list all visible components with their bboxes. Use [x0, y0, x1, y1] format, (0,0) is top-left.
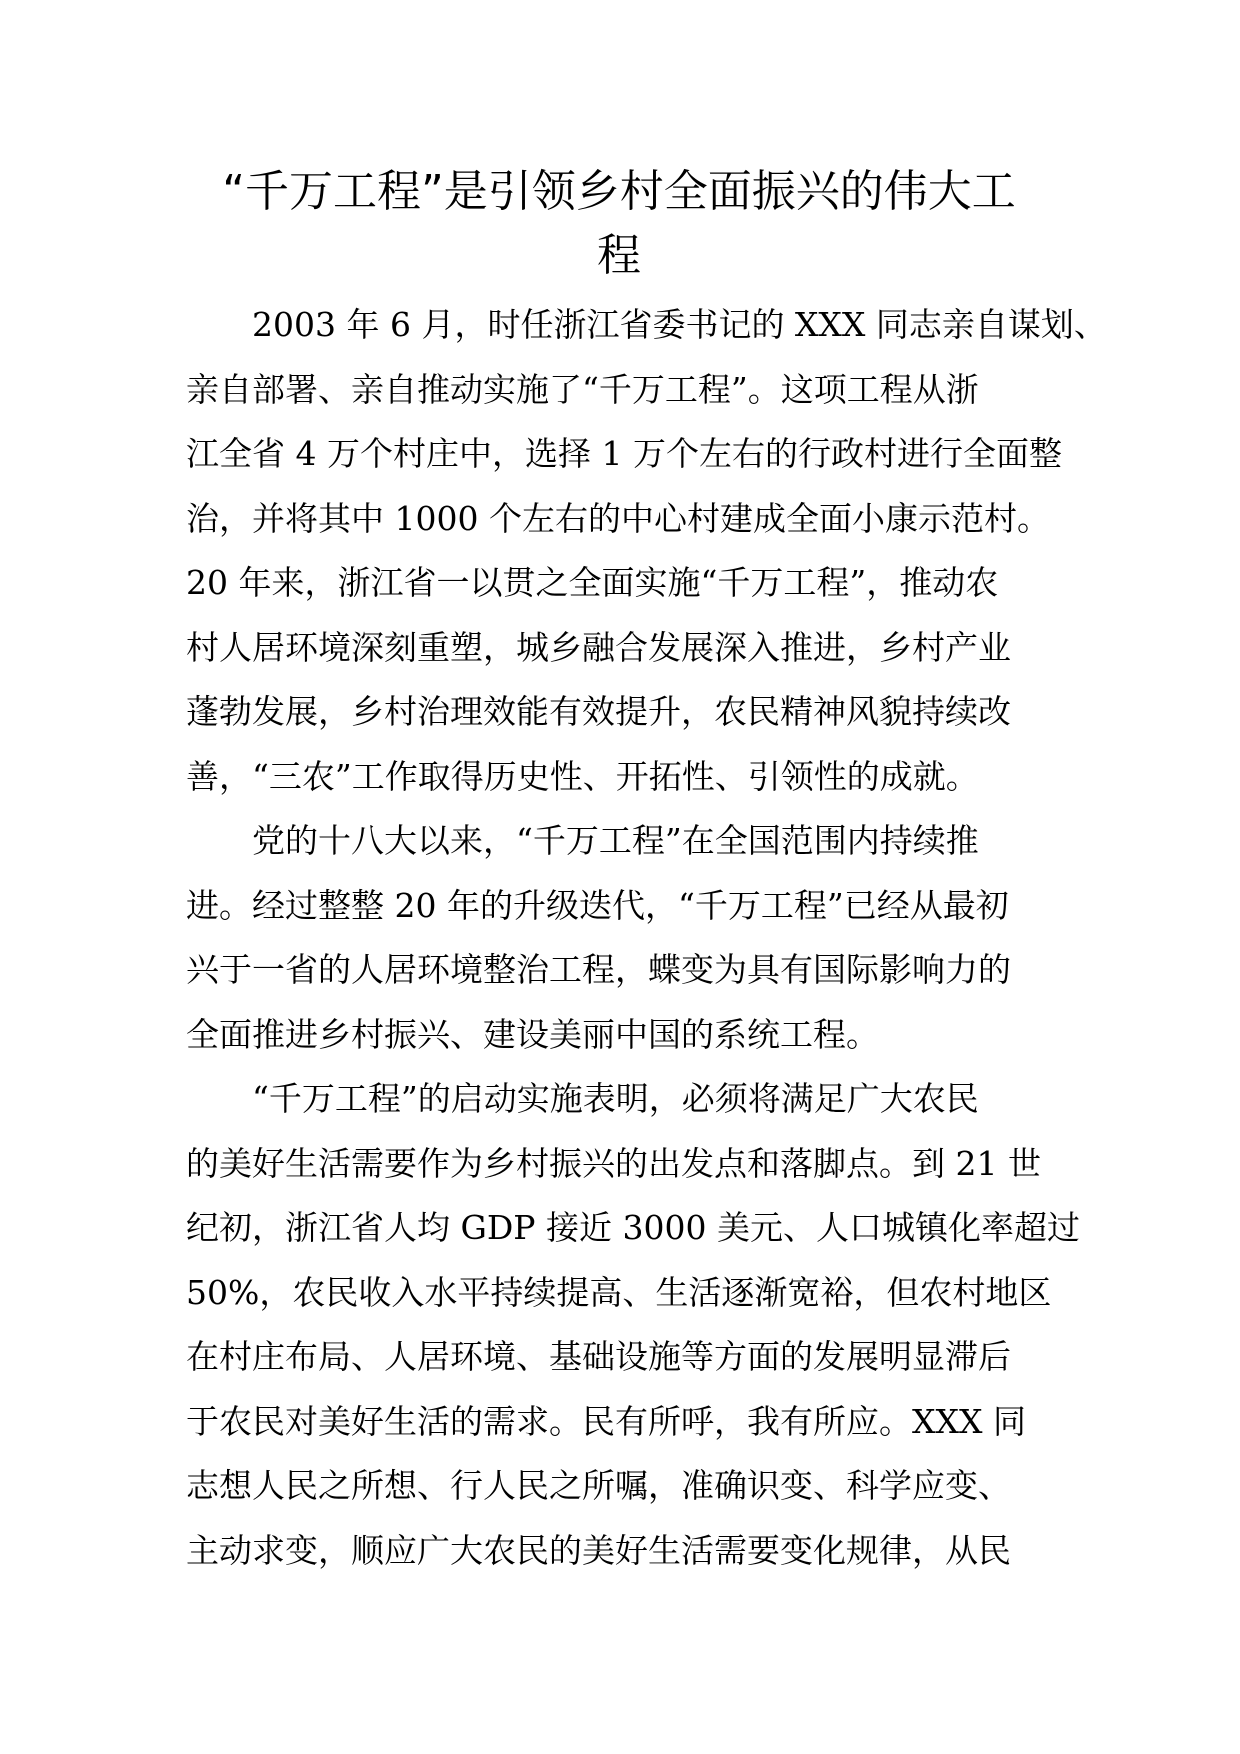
- text-line: “千万工程”的启动实施表明，必须将满足广大农民: [252, 1079, 979, 1118]
- title-line-2: 程: [597, 230, 641, 281]
- text-line: 党的十八大以来，“千万工程”在全国范围内持续推: [252, 821, 979, 860]
- text-line: 纪初，浙江省人均 GDP 接近 3000 美元、人口城镇化率超过: [186, 1208, 1080, 1247]
- text-line: 善，“三农”工作取得历史性、开拓性、引领性的成就。: [186, 756, 979, 796]
- text-line: 50%，农民收入水平持续提高、生活逐渐宽裕，但农村地区: [186, 1272, 1052, 1312]
- text-line: 进。经过整整 20 年的升级迭代，“千万工程”已经从最初: [186, 885, 1009, 925]
- paragraph-1: [186, 293, 1107, 809]
- text-line: 的美好生活需要作为乡村振兴的出发点和落脚点。到 21 世: [186, 1143, 1041, 1183]
- text-line: 志想人民之所想、行人民之所嘱，准确识变、科学应变、: [186, 1466, 1011, 1505]
- document-title: [186, 160, 1052, 288]
- text-line: 兴于一省的人居环境整治工程，蝶变为具有国际影响力的: [186, 950, 1011, 989]
- text-line: 主动求变，顺应广大农民的美好生活需要变化规律，从民: [186, 1530, 1011, 1570]
- text-line: 蓬勃发展，乡村治理效能有效提升，农民精神风貌持续改: [186, 692, 1011, 731]
- text-line: 于农民对美好生活的需求。民有所呼，我有所应。XXX 同: [186, 1401, 1026, 1441]
- paragraph-2: [186, 809, 1074, 1067]
- document-body: [186, 293, 1107, 1583]
- text-line: 江全省 4 万个村庄中，选择 1 万个左右的行政村进行全面整: [186, 434, 1062, 473]
- text-line: 村人居环境深刻重塑，城乡融合发展深入推进，乡村产业: [186, 627, 1011, 667]
- text-line: 亲自部署、亲自推动实施了“千万工程”。这项工程从浙: [186, 369, 979, 409]
- text-line: 20 年来，浙江省一以贯之全面实施“千万工程”，推动农: [186, 563, 999, 602]
- title-line-1: “千万工程”是引领乡村全面振兴的伟大工: [222, 166, 1016, 217]
- paragraph-3: [186, 1067, 1080, 1583]
- text-line: 在村庄布局、人居环境、基础设施等方面的发展明显滞后: [186, 1337, 1011, 1376]
- text-line: 治，并将其中 1000 个左右的中心村建成全面小康示范村。: [186, 498, 1050, 538]
- text-line: 2003 年 6 月，时任浙江省委书记的 XXX 同志亲自谋划、: [252, 305, 1107, 344]
- text-line: 全面推进乡村振兴、建设美丽中国的系统工程。: [186, 1014, 879, 1054]
